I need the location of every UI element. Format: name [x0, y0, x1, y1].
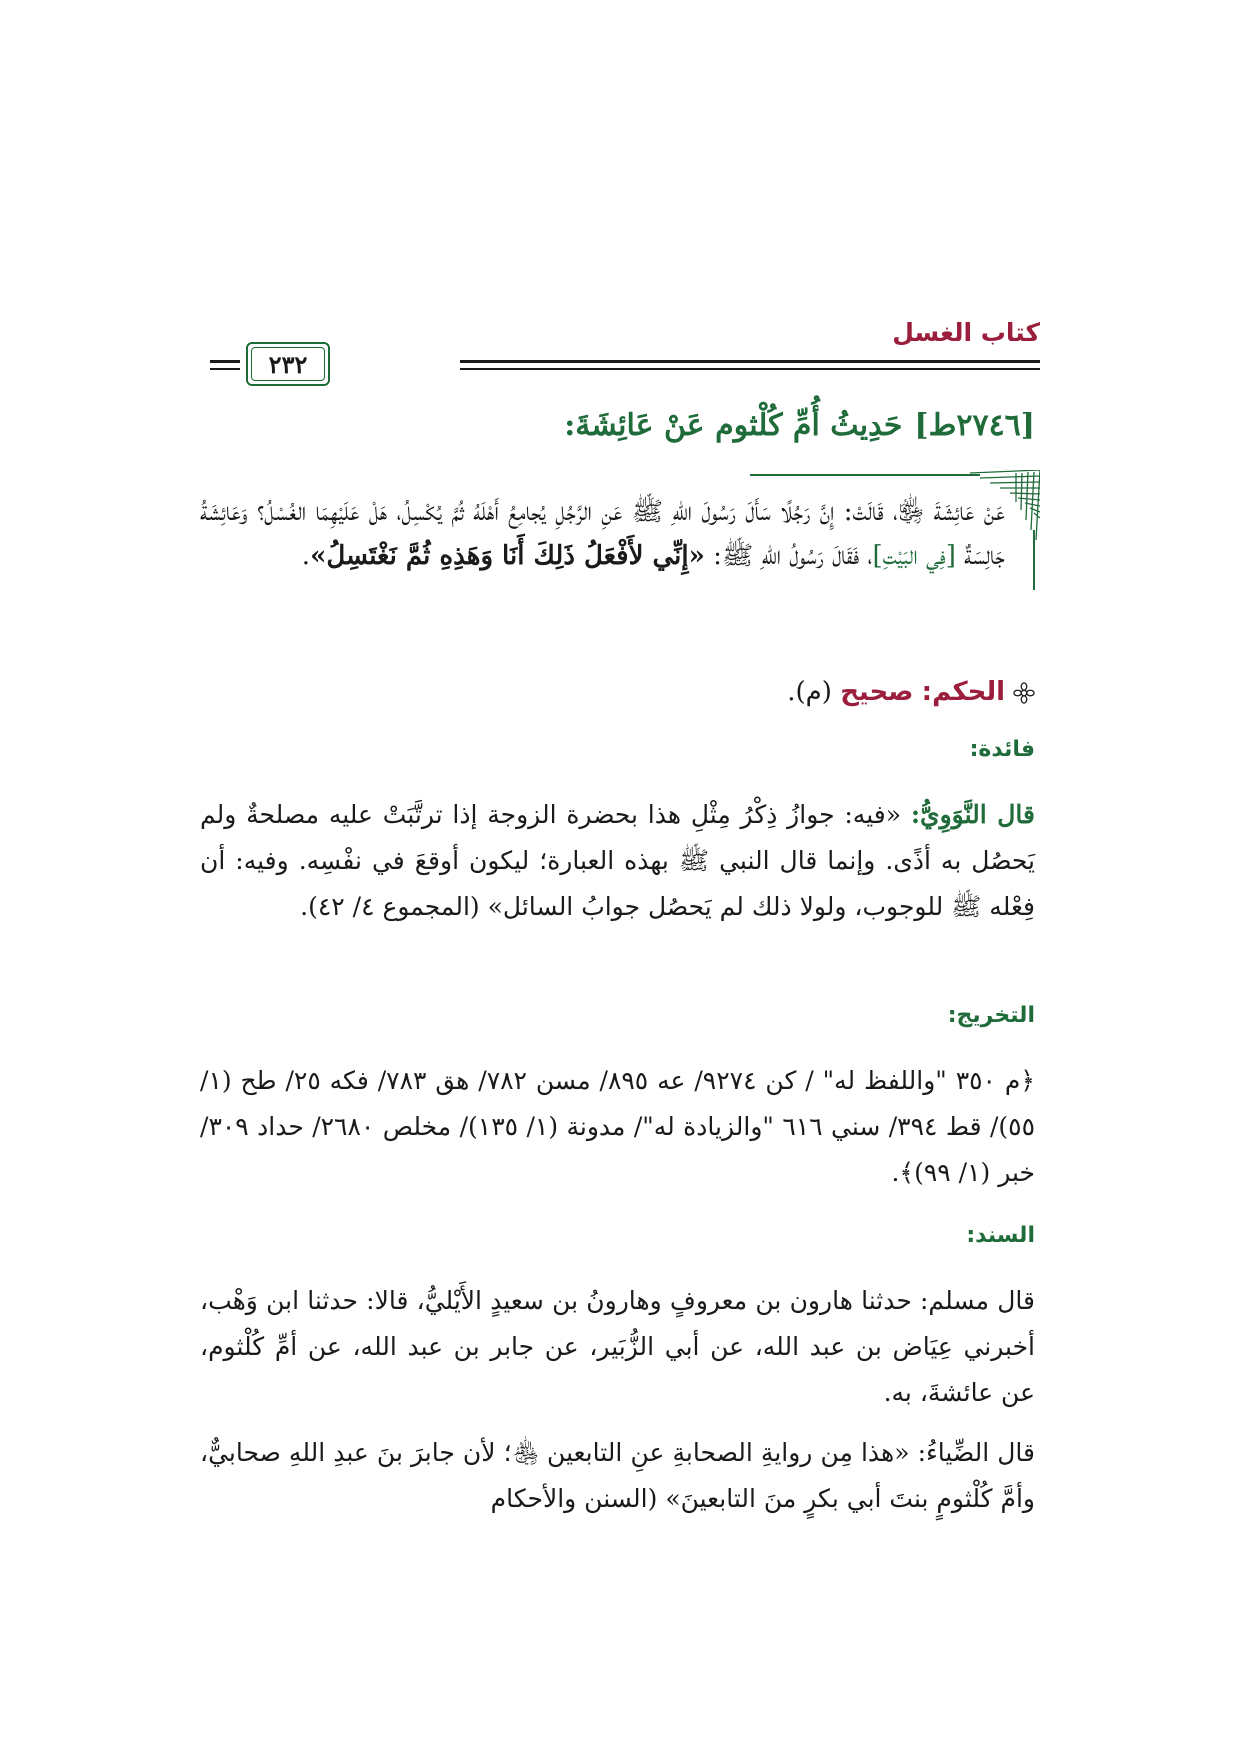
- benefit-speaker: قال النَّوَوِيُّ:: [910, 800, 1036, 829]
- prophet-words: «إِنِّي لأَفْعَلُ ذَلِكَ أَنَا وَهَذِهِ ثُمَّ نَغْتَسِلُ»: [310, 541, 705, 571]
- page-header: [210, 318, 1040, 388]
- hadith-heading: [195, 408, 1035, 443]
- sanad-paragraph: قال مسلم: حدثنا هارون بن معروفٍ وهارونُ بن سعيدٍ الأَيْليُّ، قالا: حدثنا ابن وَهْب، أخبرني عِيَاض بن عبد الله، عن أبي الزُّبَير، عن جابر بن عبد الله، عن أمِّ كُلْثوم، عن عائشةَ، به.: [200, 1286, 1035, 1407]
- hadith-box: [200, 470, 1035, 600]
- sanad-paragraph-2: قال الضِّياءُ: «هذا مِن روايةِ الصحابةِ عنِ التابعين ﵃؛ لأن جابرَ بنَ عبدِ اللهِ صحابيٌّ، وأمَّ كُلْثومٍ بنتَ أبي بكرٍ منَ التابعينَ» (السنن والأحكام: [200, 1438, 1035, 1513]
- ruling-label: الحكم:: [921, 677, 1005, 707]
- ruling-value: صحيح: [840, 677, 914, 707]
- takhrij-paragraph: ﴿م ٣٥٠ "واللفظ له" / كن ٩٢٧٤/ عه ٨٩٥/ مسن ٧٨٢/ هق ٧٨٣/ فكه ٢٥/ طح (١/ ٥٥)/ قط ٣٩٤/ سني ٦١٦ "والزيادة له"/ مدونة (١/ ١٣٥)/ مخلص ٢٦٨٠/ حداد ٣٠٩/ خبر (١/ ٩٩)﴾.: [200, 1066, 1036, 1187]
- benefit-text: «فيه: جوازُ ذِكْرُ مِثْلِ هذا بحضرة الزوجة إذا ترتَّبَتْ عليه مصلحةٌ ولم يَحصُل به أذًى. وإنما قال النبي ﷺ بهذه العبارة؛ ليكون أوقعَ في نفْسِه. وفيه: أن فِعْله ﷺ للوجوب، ولولا ذلك لم يَحصُل جوابُ السائل» (المجموع ٤/ ٤٢).: [200, 800, 1036, 921]
- takhrij-title: التخريج:: [947, 1003, 1035, 1028]
- hadith-box-border: [750, 474, 980, 476]
- page-number-frame: [246, 342, 330, 386]
- benefit-paragraph: [200, 792, 1035, 930]
- ruling-line: [200, 677, 1035, 707]
- hadith-text-part: عَنْ عَائِشَةَ ﵂، قَالَتْ: إِنَّ رَجُلًا سَأَلَ رَسُولَ اللهِ ﷺ عَنِ الرَّجُلِ يُجامِعُ أَهْلَهُ ثُمَّ يُكْسِلُ، هَلْ عَلَيْهِمَا الغُسْلُ؟ وَعَائِشَةُ جَالِسَةٌ: [200, 497, 1005, 571]
- header-rule: [210, 368, 240, 370]
- hadith-number: [٢٧٤٦ط]: [914, 408, 1035, 443]
- hadith-text-end: .: [301, 541, 311, 571]
- ruling-source: (م).: [787, 677, 841, 707]
- flower-icon: [1013, 682, 1035, 704]
- page-number: ٢٣٢: [268, 349, 308, 379]
- header-rule: [460, 368, 1040, 370]
- hadith-text-part: ، فَقَالَ رَسُولُ اللهِ ﷺ:: [704, 541, 873, 571]
- hadith-addition: [فِي البَيْتِ]: [872, 541, 956, 571]
- header-rule: [210, 360, 240, 363]
- header-rule: [460, 360, 1040, 363]
- hadith-text: [200, 490, 1005, 578]
- sanad-title: السند:: [966, 1223, 1035, 1248]
- hadith-title: حَدِيثُ أُمِّ كُلْثوم عَنْ عَائِشَةَ:: [564, 408, 903, 443]
- hadith-box-border: [1033, 530, 1035, 590]
- benefit-title: فائدة:: [969, 737, 1035, 762]
- book-title: كتاب الغسل: [892, 318, 1040, 347]
